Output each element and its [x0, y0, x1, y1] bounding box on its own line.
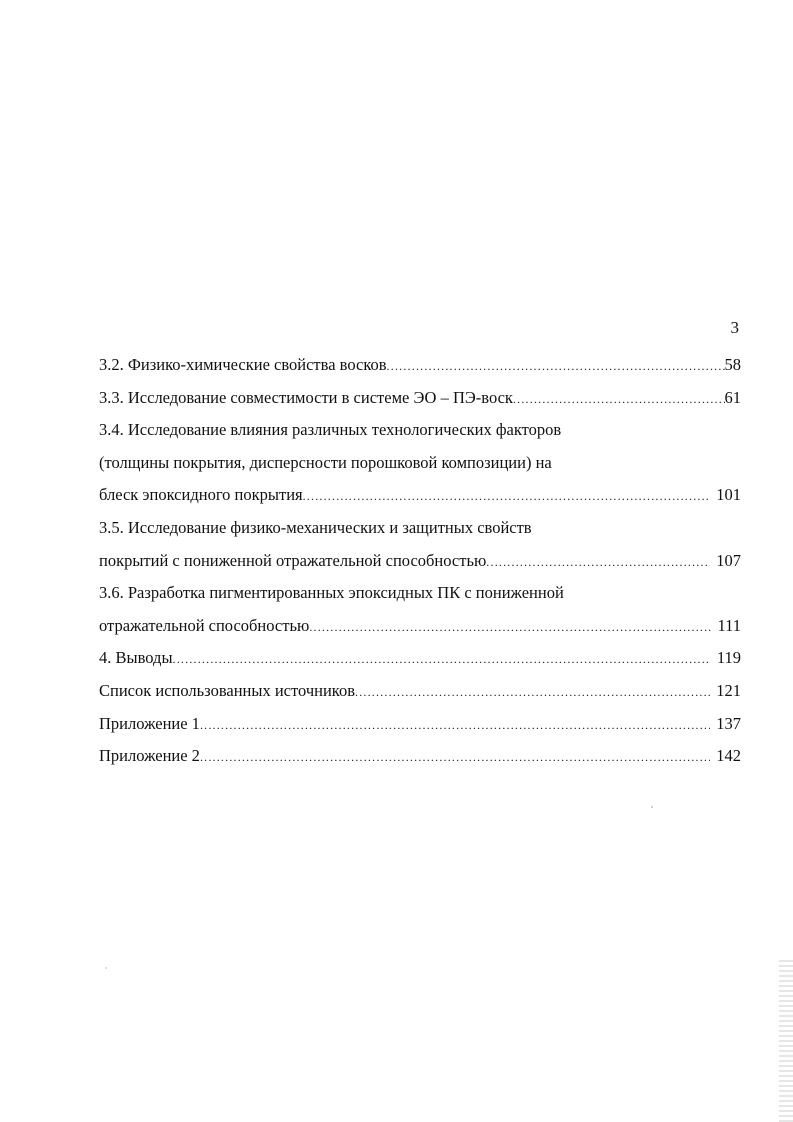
toc-entry-title: Список использованных источников [99, 680, 355, 700]
toc-leader-dots [513, 389, 725, 409]
toc-entry-appendix-1[interactable] [99, 714, 741, 747]
toc-entry-page: 61 [724, 387, 741, 407]
toc-entry-3-4-line-2[interactable] [99, 453, 741, 486]
toc-entry-title: 3.4. Исследование влияния различных технологических факторов [99, 420, 562, 440]
toc-entry-page: 58 [724, 355, 741, 374]
toc-entry-4[interactable] [99, 648, 741, 681]
toc-entry-3-4-line-1[interactable] [99, 420, 741, 453]
toc-entry-title: 3.6. Разработка пигментированных эпоксидных ПК с пониженной [99, 583, 564, 603]
toc-entry-3-6-line-1[interactable] [99, 583, 741, 616]
toc-entry-page: 121 [716, 680, 741, 700]
scan-edge-artifact [779, 960, 793, 1122]
toc-entry-3-2[interactable] [99, 355, 741, 388]
toc-entry-references[interactable] [99, 681, 741, 714]
toc-entry-3-4-line-3[interactable] [99, 485, 741, 518]
toc-entry-title: покрытий с пониженной отражательной способностью [99, 550, 487, 570]
toc-entry-title: блеск эпоксидного покрытия [99, 485, 303, 505]
toc-leader-dots [355, 682, 710, 702]
toc-entry-page: 107 [716, 550, 741, 570]
scan-speck [651, 806, 653, 808]
toc-entry-title: Приложение 2 [99, 746, 200, 766]
toc-entry-title: 3.5. Исследование физико-механических и защитных свойств [99, 517, 532, 537]
toc-leader-dots [309, 617, 711, 637]
toc-entry-3-3[interactable] [99, 388, 741, 421]
toc-entry-title: отражательной способностью [99, 615, 310, 635]
scan-speck [105, 967, 107, 969]
toc-leader-dots [200, 747, 710, 767]
toc-entry-title: 4. Выводы [99, 648, 173, 668]
toc-entry-page: 101 [716, 485, 741, 505]
table-of-contents [99, 355, 741, 779]
toc-entry-appendix-2[interactable] [99, 746, 741, 779]
toc-entry-page: 142 [716, 746, 741, 766]
toc-leader-dots [303, 486, 711, 506]
toc-entry-title: Приложение 1 [99, 713, 200, 733]
toc-entry-title: (толщины покрытия, дисперсности порошковой композиции) на [99, 452, 552, 472]
toc-leader-dots [200, 715, 710, 735]
toc-entry-page: 111 [717, 615, 741, 635]
toc-entry-page: 137 [716, 713, 741, 733]
toc-entry-title: 3.2. Физико-химические свойства восков [99, 355, 387, 374]
toc-leader-dots [173, 649, 711, 669]
toc-entry-3-6-line-2[interactable] [99, 616, 741, 649]
toc-entry-title: 3.3. Исследование совместимости в системе ЭО – ПЭ-воск [99, 387, 513, 407]
toc-entry-page: 119 [716, 648, 741, 668]
toc-entry-3-5-line-2[interactable] [99, 551, 741, 584]
toc-leader-dots [387, 356, 725, 376]
page-number: 3 [730, 318, 739, 337]
toc-leader-dots [486, 552, 710, 572]
toc-entry-3-5-line-1[interactable] [99, 518, 741, 551]
